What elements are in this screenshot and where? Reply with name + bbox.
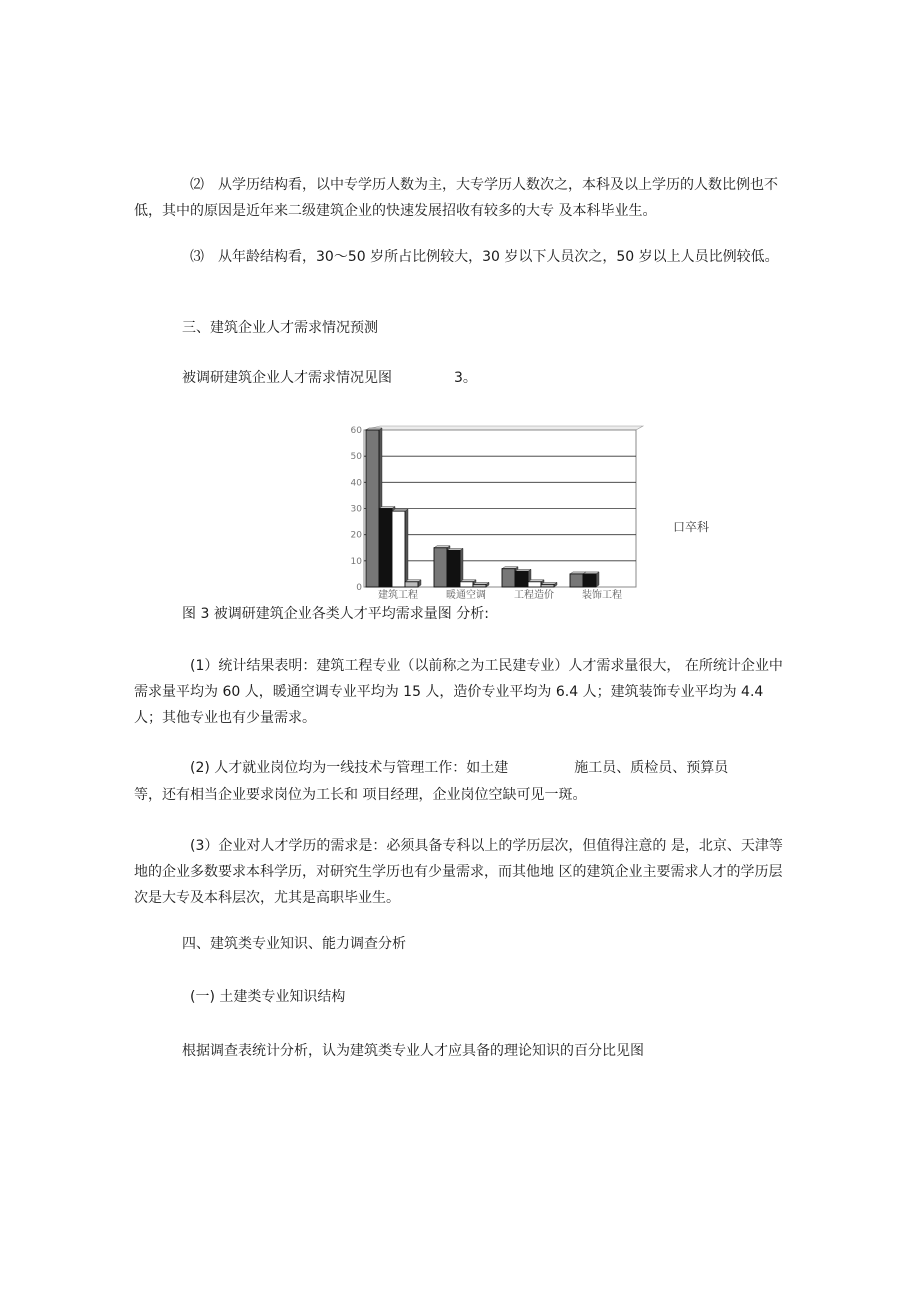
paragraph-age: ⑶ 从年龄结构看，30〜50 岁所占比例较大，30 岁以下人员次之，50 岁以上人员比例较低。 bbox=[190, 249, 779, 265]
x-category-label: 装饰工程 bbox=[582, 590, 622, 601]
bar bbox=[541, 584, 554, 587]
figure-reference: 被调研建筑企业人才需求情况见图 3。 bbox=[182, 370, 477, 386]
item-number: ⑶ bbox=[190, 249, 204, 265]
figure-caption: 图 3 被调研建筑企业各类人才平均需求量图 分析: bbox=[182, 606, 489, 622]
bar bbox=[515, 571, 528, 587]
bar bbox=[434, 548, 447, 587]
item-number: ⑵ bbox=[190, 177, 204, 193]
bar bbox=[570, 574, 583, 587]
y-tick-label: 50 bbox=[350, 452, 362, 463]
y-tick-label: 40 bbox=[350, 478, 362, 489]
paragraph-analysis-3: (3）企业对人才学历的需求是：必须具备专科以上的学历层次，但值得注意的 是，北京、天津等地的企业多数要求本科学历，对研究生学历也有少量需求，而其他地 区的建筑企业主要需求人才的学历层次是大专及本科层次，尤其是高职毕业生。 bbox=[134, 838, 783, 906]
bar bbox=[528, 582, 541, 587]
paragraph-education: ⑵ 从学历结构看，以中专学历人数为主，大专学历人数次之，本科及以上学历的人数比例也不低，其中的原因是近年来二级建筑企业的快速发展招收有较多的大专 及本科毕业生。 bbox=[134, 177, 778, 219]
bar bbox=[392, 511, 405, 587]
y-tick-label: 60 bbox=[350, 426, 362, 436]
paragraph-analysis-2-line1: (2) 人才就业岗位均为一线技术与管理工作：如土建 施工员、质检员、预算员 bbox=[190, 760, 729, 776]
section-heading-4: 四、建筑类专业知识、能力调查分析 bbox=[182, 936, 406, 952]
paragraph-analysis-2-line2: 等，还有相当企业要求岗位为工长和 项目经理，企业岗位空缺可见一斑。 bbox=[134, 787, 587, 803]
bar bbox=[583, 574, 596, 587]
bar bbox=[405, 582, 418, 587]
y-tick-label: 0 bbox=[356, 583, 362, 593]
legend-label: 口卒科 bbox=[673, 520, 710, 534]
section-heading-3: 三、建筑企业人才需求情况预测 bbox=[182, 320, 378, 336]
bar bbox=[502, 569, 515, 587]
x-category-label: 建筑工程 bbox=[378, 590, 418, 601]
bar-side bbox=[596, 572, 599, 587]
bar-side bbox=[405, 509, 408, 587]
bar bbox=[379, 509, 392, 588]
bar bbox=[460, 582, 473, 587]
y-tick-label: 10 bbox=[350, 556, 362, 567]
x-category-label: 工程造价 bbox=[514, 590, 554, 601]
x-category-label: 暖通空调 bbox=[446, 590, 486, 601]
bar bbox=[366, 430, 379, 587]
y-tick-label: 30 bbox=[350, 504, 362, 515]
plot-top-face bbox=[364, 426, 643, 430]
y-axis-ticks bbox=[351, 426, 363, 593]
x-axis-categories bbox=[378, 588, 622, 601]
bar bbox=[447, 550, 460, 587]
paragraph-analysis-1: (1）统计结果表明：建筑工程专业（以前称之为工民建专业）人才需求量很大， 在所统计企业中需求量平均为 60 人，暖通空调专业平均为 15 人，造价专业平均为 6.4 人；建筑装饰专业平均为 4.4 人；其他专业也有少量需求。 bbox=[134, 658, 783, 726]
bar bbox=[473, 584, 486, 587]
y-tick-label: 20 bbox=[350, 530, 362, 541]
subsection-heading: (一) 土建类专业知识结构 bbox=[190, 989, 346, 1005]
closing-paragraph: 根据调查表统计分析，认为建筑类专业人才应具备的理论知识的百分比见图 bbox=[182, 1043, 644, 1059]
